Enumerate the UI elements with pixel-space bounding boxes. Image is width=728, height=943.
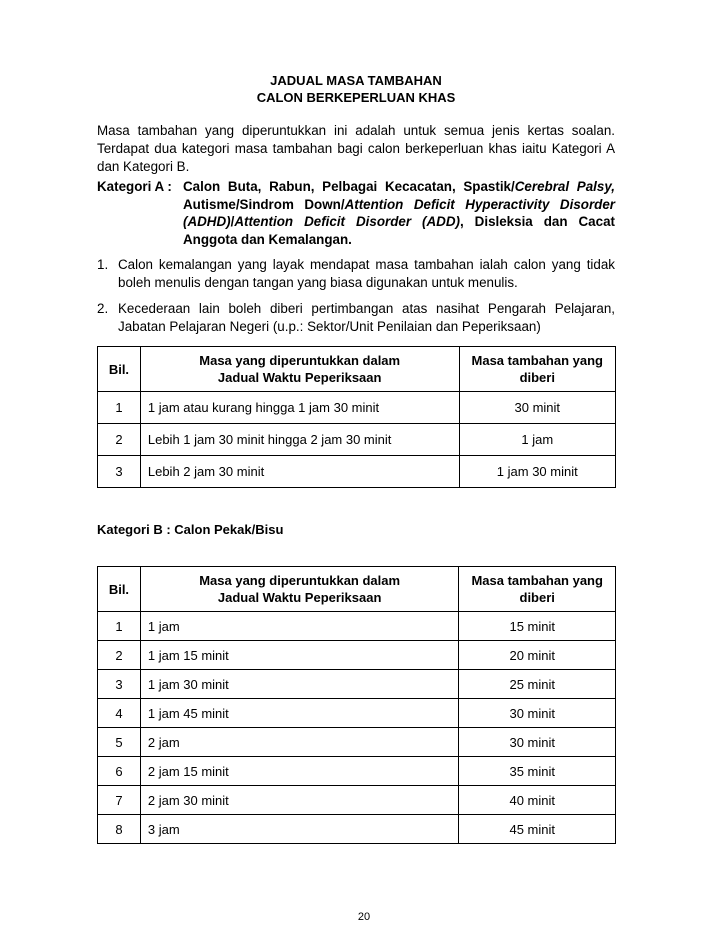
cell-bil: 4 — [98, 699, 141, 728]
cell-masa: 1 jam 30 minit — [140, 670, 459, 699]
table-row — [98, 641, 616, 670]
cell-bil: 1 — [98, 392, 141, 424]
cell-tambahan: 45 minit — [459, 815, 616, 844]
cell-tambahan: 30 minit — [459, 699, 616, 728]
cell-bil: 1 — [98, 612, 141, 641]
table-row — [98, 670, 616, 699]
cell-masa: 1 jam — [140, 612, 459, 641]
table-kategori-a — [97, 346, 616, 488]
note-number: 1. — [97, 257, 109, 272]
table-header-row — [98, 567, 616, 612]
cell-tambahan: 30 minit — [459, 728, 616, 757]
cell-bil: 2 — [98, 641, 141, 670]
cell-masa: 3 jam — [140, 815, 459, 844]
table-row — [98, 612, 616, 641]
header-tambahan: Masa tambahan yang diberi — [459, 567, 616, 612]
note-text: Calon kemalangan yang layak mendapat masa tambahan ialah calon yang tidak boleh menulis dengan tangan yang biasa digunakan untuk menulis. — [118, 257, 615, 290]
cell-tambahan: 35 minit — [459, 757, 616, 786]
header-masa: Masa yang diperuntukkan dalam Jadual Waktu Peperiksaan — [140, 567, 459, 612]
table-row — [98, 456, 616, 488]
cell-masa: Lebih 1 jam 30 minit hingga 2 jam 30 minit — [140, 424, 459, 456]
cell-masa: 2 jam 15 minit — [140, 757, 459, 786]
table-row — [98, 815, 616, 844]
cell-bil: 5 — [98, 728, 141, 757]
cell-bil: 3 — [98, 456, 141, 488]
table-row — [98, 757, 616, 786]
cell-tambahan: 20 minit — [459, 641, 616, 670]
header-bil: Bil. — [98, 347, 141, 392]
cell-tambahan: 30 minit — [459, 392, 615, 424]
kategori-a-description: Calon Buta, Rabun, Pelbagai Kecacatan, Spastik/Cerebral Palsy, Autisme/Sindrom Down/Attention Deficit Hyperactivity Disorder (ADHD)/Attention Deficit Disorder (ADD), Disleksia dan Cacat Anggota dan Kemalangan. — [183, 179, 615, 247]
kategori-b-label: Kategori B : Calon Pekak/Bisu — [97, 522, 284, 537]
cell-tambahan: 15 minit — [459, 612, 616, 641]
cell-masa: 2 jam — [140, 728, 459, 757]
cell-bil: 3 — [98, 670, 141, 699]
cell-bil: 2 — [98, 424, 141, 456]
header-tambahan: Masa tambahan yang diberi — [459, 347, 615, 392]
table-row — [98, 424, 616, 456]
note-number: 2. — [97, 301, 109, 316]
header-masa: Masa yang diperuntukkan dalam Jadual Waktu Peperiksaan — [140, 347, 459, 392]
title-line-2: CALON BERKEPERLUAN KHAS — [256, 90, 456, 105]
cell-tambahan: 1 jam 30 minit — [459, 456, 615, 488]
title-line-1: JADUAL MASA TAMBAHAN — [270, 73, 442, 88]
table-row — [98, 728, 616, 757]
cell-masa: Lebih 2 jam 30 minit — [140, 456, 459, 488]
note-text: Kecederaan lain boleh diberi pertimbangan atas nasihat Pengarah Pelajaran, Jabatan Pelajaran Negeri (u.p.: Sektor/Unit Penilaian dan Peperiksaan) — [118, 301, 615, 334]
cell-bil: 6 — [98, 757, 141, 786]
cell-masa: 1 jam 15 minit — [140, 641, 459, 670]
cell-tambahan: 1 jam — [459, 424, 615, 456]
cell-masa: 2 jam 30 minit — [140, 786, 459, 815]
cell-tambahan: 40 minit — [459, 786, 616, 815]
table-header-row — [98, 347, 616, 392]
cell-tambahan: 25 minit — [459, 670, 616, 699]
page-number: 20 — [357, 911, 371, 923]
header-bil: Bil. — [98, 567, 141, 612]
cell-bil: 7 — [98, 786, 141, 815]
cell-masa: 1 jam atau kurang hingga 1 jam 30 minit — [140, 392, 459, 424]
kategori-a-label: Kategori A : — [97, 179, 172, 194]
cell-masa: 1 jam 45 minit — [140, 699, 459, 728]
table-row — [98, 699, 616, 728]
document-title — [97, 72, 615, 106]
table-row — [98, 392, 616, 424]
table-kategori-b — [97, 566, 616, 844]
intro-paragraph: Masa tambahan yang diperuntukkan ini adalah untuk semua jenis kertas soalan. Terdapat dua kategori masa tambahan bagi calon berkeperluan khas iaitu Kategori A dan Kategori B. — [97, 123, 615, 174]
cell-bil: 8 — [98, 815, 141, 844]
table-row — [98, 786, 616, 815]
